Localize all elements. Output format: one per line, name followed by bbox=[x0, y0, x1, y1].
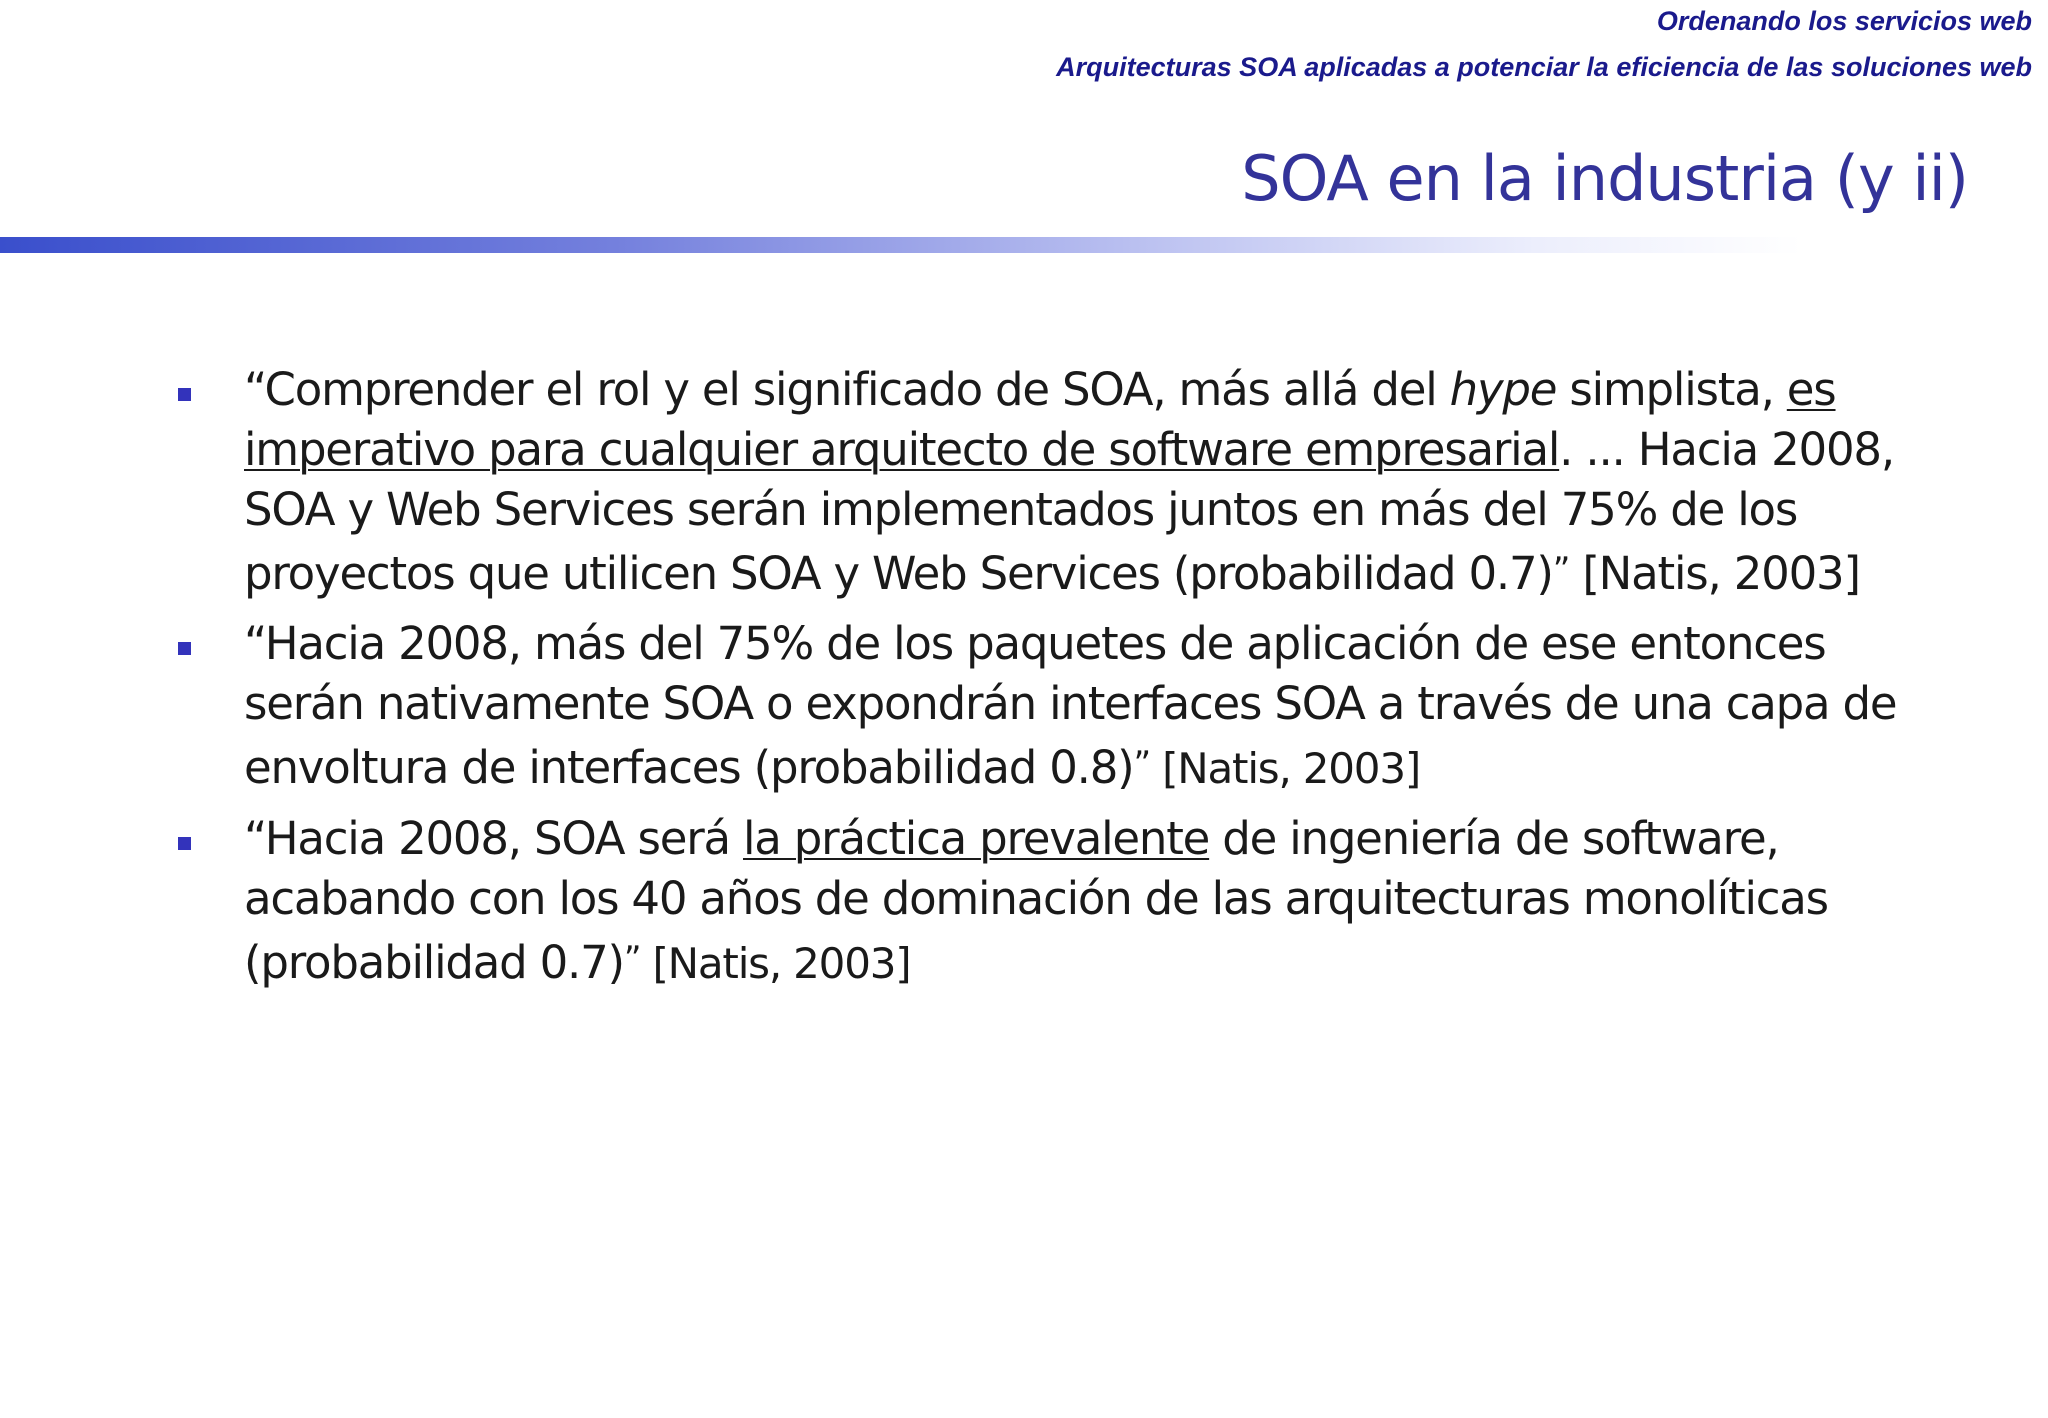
open-quote: “ bbox=[244, 812, 265, 865]
bullet-item-3 bbox=[170, 809, 1910, 994]
open-quote: “ bbox=[244, 363, 265, 416]
citation: [Natis, 2003] bbox=[640, 939, 911, 988]
bullet-item-2 bbox=[170, 614, 1910, 799]
header-subtitle-1: Ordenando los servicios web bbox=[1656, 6, 2032, 36]
bullet-text: . ... Hacia 2008, SOA y Web Services serán implementados juntos en más del 75% de los proyectos que utilicen SOA y Web Services (probabilidad 0.7) bbox=[244, 423, 1894, 600]
close-quote: ” bbox=[1552, 550, 1570, 590]
bullet-text: simplista, bbox=[1556, 363, 1787, 416]
bullet-text: Comprender el rol y el significado de SOA, más allá del bbox=[264, 363, 1450, 416]
open-quote: “ bbox=[244, 617, 265, 670]
citation: [Natis, 2003] bbox=[1569, 547, 1860, 600]
bullet-text-underlined: la práctica prevalente bbox=[743, 812, 1210, 865]
bullet-text: Hacia 2008, más del 75% de los paquetes de aplicación de ese entonces serán nativamente SOA o expondrán interfaces SOA a través de una capa de envoltura de interfaces (probabilidad 0.8) bbox=[244, 617, 1897, 794]
close-quote: ” bbox=[623, 939, 641, 979]
square-bullet-icon bbox=[178, 388, 191, 401]
bullet-text: de ingeniería de software, acabando con los 40 años de dominación de las arquitecturas monolíticas (probabilidad 0.7) bbox=[244, 812, 1828, 989]
close-quote: ” bbox=[1133, 744, 1150, 784]
bullet-text-underlined: es imperativo para cualquier arquitecto de software empresarial bbox=[244, 363, 1836, 476]
square-bullet-icon bbox=[178, 642, 191, 655]
header-subtitle-2: Arquitecturas SOA aplicadas a potenciar la eficiencia de las soluciones web bbox=[1056, 52, 2032, 82]
citation: [Natis, 2003] bbox=[1149, 744, 1421, 793]
bullet-text-italic: hype bbox=[1449, 363, 1557, 416]
slide-title: SOA en la industria (y ii) bbox=[1241, 142, 1968, 215]
bullet-list bbox=[170, 360, 1910, 1004]
bullet-item-1 bbox=[170, 360, 1910, 604]
square-bullet-icon bbox=[178, 837, 191, 850]
bullet-text: Hacia 2008, SOA será bbox=[264, 812, 743, 865]
title-gradient-rule bbox=[0, 237, 2048, 253]
